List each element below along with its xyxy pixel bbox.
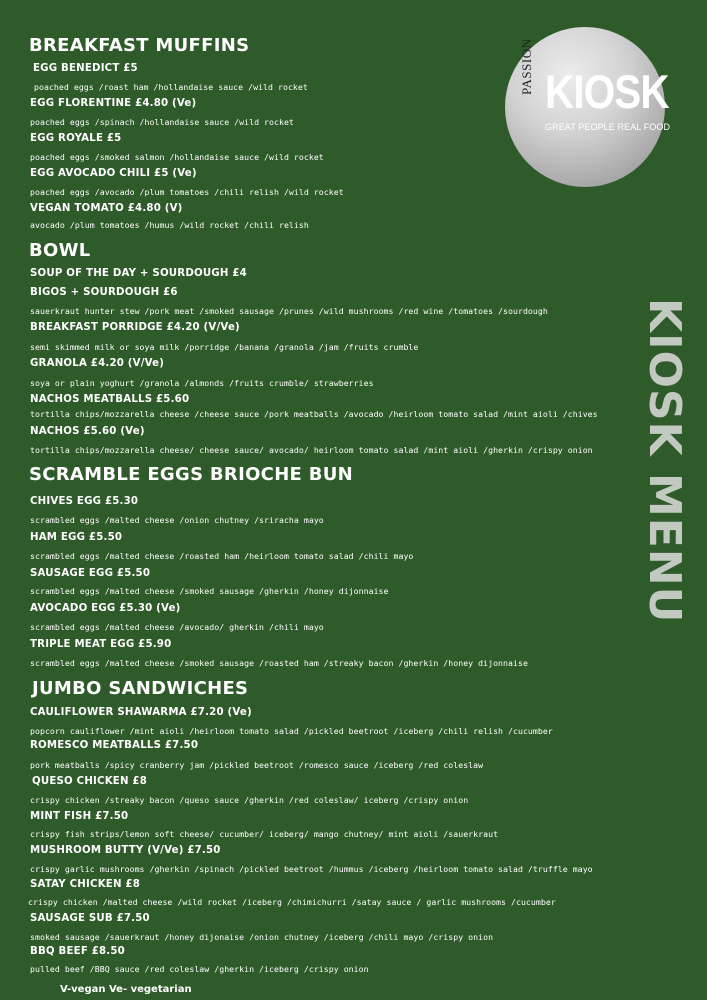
- menu-item-desc: crispy fish strips/lemon soft cheese/ cucumber/ iceberg/ mango chutney/ mint aioli /sauerkraut: [30, 829, 499, 839]
- menu-item-desc: scrambled eggs /malted cheese /avocado/ gherkin /chili mayo: [30, 622, 324, 632]
- menu-item-desc: poached eggs /avocado /plum tomatoes /chili relish /wild rocket: [30, 187, 344, 197]
- menu-item-name: EGG BENEDICT £5: [33, 63, 138, 74]
- menu-item-name: BREAKFAST PORRIDGE £4.20 (V/Ve): [30, 322, 240, 333]
- menu-item-desc: tortilla chips/mozzarella cheese/ cheese sauce/ avocado/ heirloom tomato salad /mint aioli /gherkin /crispy onion: [30, 445, 593, 455]
- menu-item-name: AVOCADO EGG £5.30 (Ve): [30, 603, 181, 614]
- menu-item-desc: pulled beef /BBQ sauce /red coleslaw /gherkin /iceberg /crispy onion: [30, 964, 369, 974]
- diet-legend: V-vegan Ve- vegetarian: [60, 984, 192, 995]
- section-title-bowl: BOWL: [29, 240, 91, 261]
- section-title-breakfast-muffins: BREAKFAST MUFFINS: [29, 35, 250, 56]
- section-title-scramble-eggs: SCRAMBLE EGGS BRIOCHE BUN: [29, 464, 354, 485]
- menu-item-desc: semi skimmed milk or soya milk /porridge /banana /granola /jam /fruits crumble: [30, 342, 419, 352]
- menu-item-name: NACHOS £5.60 (Ve): [30, 426, 145, 437]
- menu-item-desc: sauerkraut hunter stew /pork meat /smoked sausage /prunes /wild mushrooms /red wine /tomatoes /sourdough: [30, 306, 548, 316]
- menu-item-desc: scrambled eggs /malted cheese /smoked sausage /gherkin /honey dijonnaise: [30, 586, 389, 596]
- menu-item-desc: poached eggs /smoked salmon /hollandaise sauce /wild rocket: [30, 152, 324, 162]
- logo-kiosk-text: KIOSK: [545, 65, 669, 118]
- menu-item-desc: poached eggs /spinach /hollandaise sauce /wild rocket: [30, 117, 294, 127]
- menu-item-desc: soya or plain yoghurt /granola /almonds /fruits crumble/ strawberries: [30, 378, 374, 388]
- menu-item-name: GRANOLA £4.20 (V/Ve): [30, 358, 165, 369]
- menu-item-name: MINT FISH £7.50: [30, 811, 129, 822]
- menu-item-desc: crispy garlic mushrooms /gherkin /spinach /pickled beetroot /hummus /iceberg /heirloom tomato salad /truffle mayo: [30, 864, 593, 874]
- menu-item-name: BBQ BEEF £8.50: [30, 946, 125, 957]
- menu-item-name: CHIVES EGG £5.30: [30, 496, 139, 507]
- menu-item-desc: avocado /plum tomatoes /humus /wild rocket /chili relish: [30, 220, 309, 230]
- menu-item-name: EGG ROYALE £5: [30, 133, 122, 144]
- menu-item-name: CAULIFLOWER SHAWARMA £7.20 (Ve): [30, 707, 252, 718]
- menu-item-name: SAUSAGE SUB £7.50: [30, 913, 150, 924]
- menu-item-name: EGG FLORENTINE £4.80 (Ve): [30, 98, 197, 109]
- menu-item-desc: crispy chicken /malted cheese /wild rocket /iceberg /chimichurri /satay sauce / garlic mushrooms /cucumber: [28, 897, 556, 907]
- menu-item-name: SATAY CHICKEN £8: [30, 879, 140, 890]
- menu-item-desc: scrambled eggs /malted cheese /smoked sausage /roasted ham /streaky bacon /gherkin /honey dijonnaise: [30, 658, 528, 668]
- menu-item-desc: scrambled eggs /malted cheese /roasted ham /heirloom tomato salad /chili mayo: [30, 551, 414, 561]
- menu-item-name: ROMESCO MEATBALLS £7.50: [30, 740, 199, 751]
- kiosk-logo: [505, 27, 671, 187]
- menu-item-name: SOUP OF THE DAY + SOURDOUGH £4: [30, 268, 247, 279]
- menu-item-desc: poached eggs /roast ham /hollandaise sauce /wild rocket: [34, 82, 308, 92]
- menu-item-desc: scrambled eggs /malted cheese /onion chutney /sriracha mayo: [30, 515, 324, 525]
- section-title-jumbo-sandwiches: JUMBO SANDWICHES: [32, 678, 249, 699]
- menu-item-desc: popcorn cauliflower /mint aioli /heirloom tomato salad /pickled beetroot /iceberg /chili relish /cucumber: [30, 726, 553, 736]
- menu-item-desc: tortilla chips/mozzarella cheese /cheese sauce /pork meatballs /avocado /heirloom tomato salad /mint aioli /chives: [30, 409, 598, 419]
- menu-item-name: TRIPLE MEAT EGG £5.90: [30, 639, 172, 650]
- menu-item-name: EGG AVOCADO CHILI £5 (Ve): [30, 168, 197, 179]
- logo-passion-text: PASSION: [519, 38, 534, 95]
- menu-item-name: BIGOS + SOURDOUGH £6: [30, 287, 178, 298]
- menu-item-name: SAUSAGE EGG £5.50: [30, 568, 151, 579]
- menu-item-name: VEGAN TOMATO £4.80 (V): [30, 203, 183, 214]
- logo-tagline: GREAT PEOPLE REAL FOOD: [545, 122, 671, 132]
- menu-item-name: HAM EGG £5.50: [30, 532, 123, 543]
- menu-item-desc: pork meatballs /spicy cranberry jam /pickled beetroot /romesco sauce /iceberg /red coleslaw: [30, 760, 484, 770]
- vertical-menu-title: KIOSK MENU: [639, 298, 690, 624]
- menu-item-name: MUSHROOM BUTTY (V/Ve) £7.50: [30, 845, 221, 856]
- menu-item-desc: crispy chicken /streaky bacon /queso sauce /gherkin /red coleslaw/ iceberg /crispy onion: [30, 795, 469, 805]
- menu-item-desc: smoked sausage /sauerkraut /honey dijonaise /onion chutney /iceberg /chili mayo /crispy onion: [30, 932, 494, 942]
- menu-item-name: QUESO CHICKEN £8: [32, 776, 148, 787]
- menu-item-name: NACHOS MEATBALLS £5.60: [30, 394, 190, 405]
